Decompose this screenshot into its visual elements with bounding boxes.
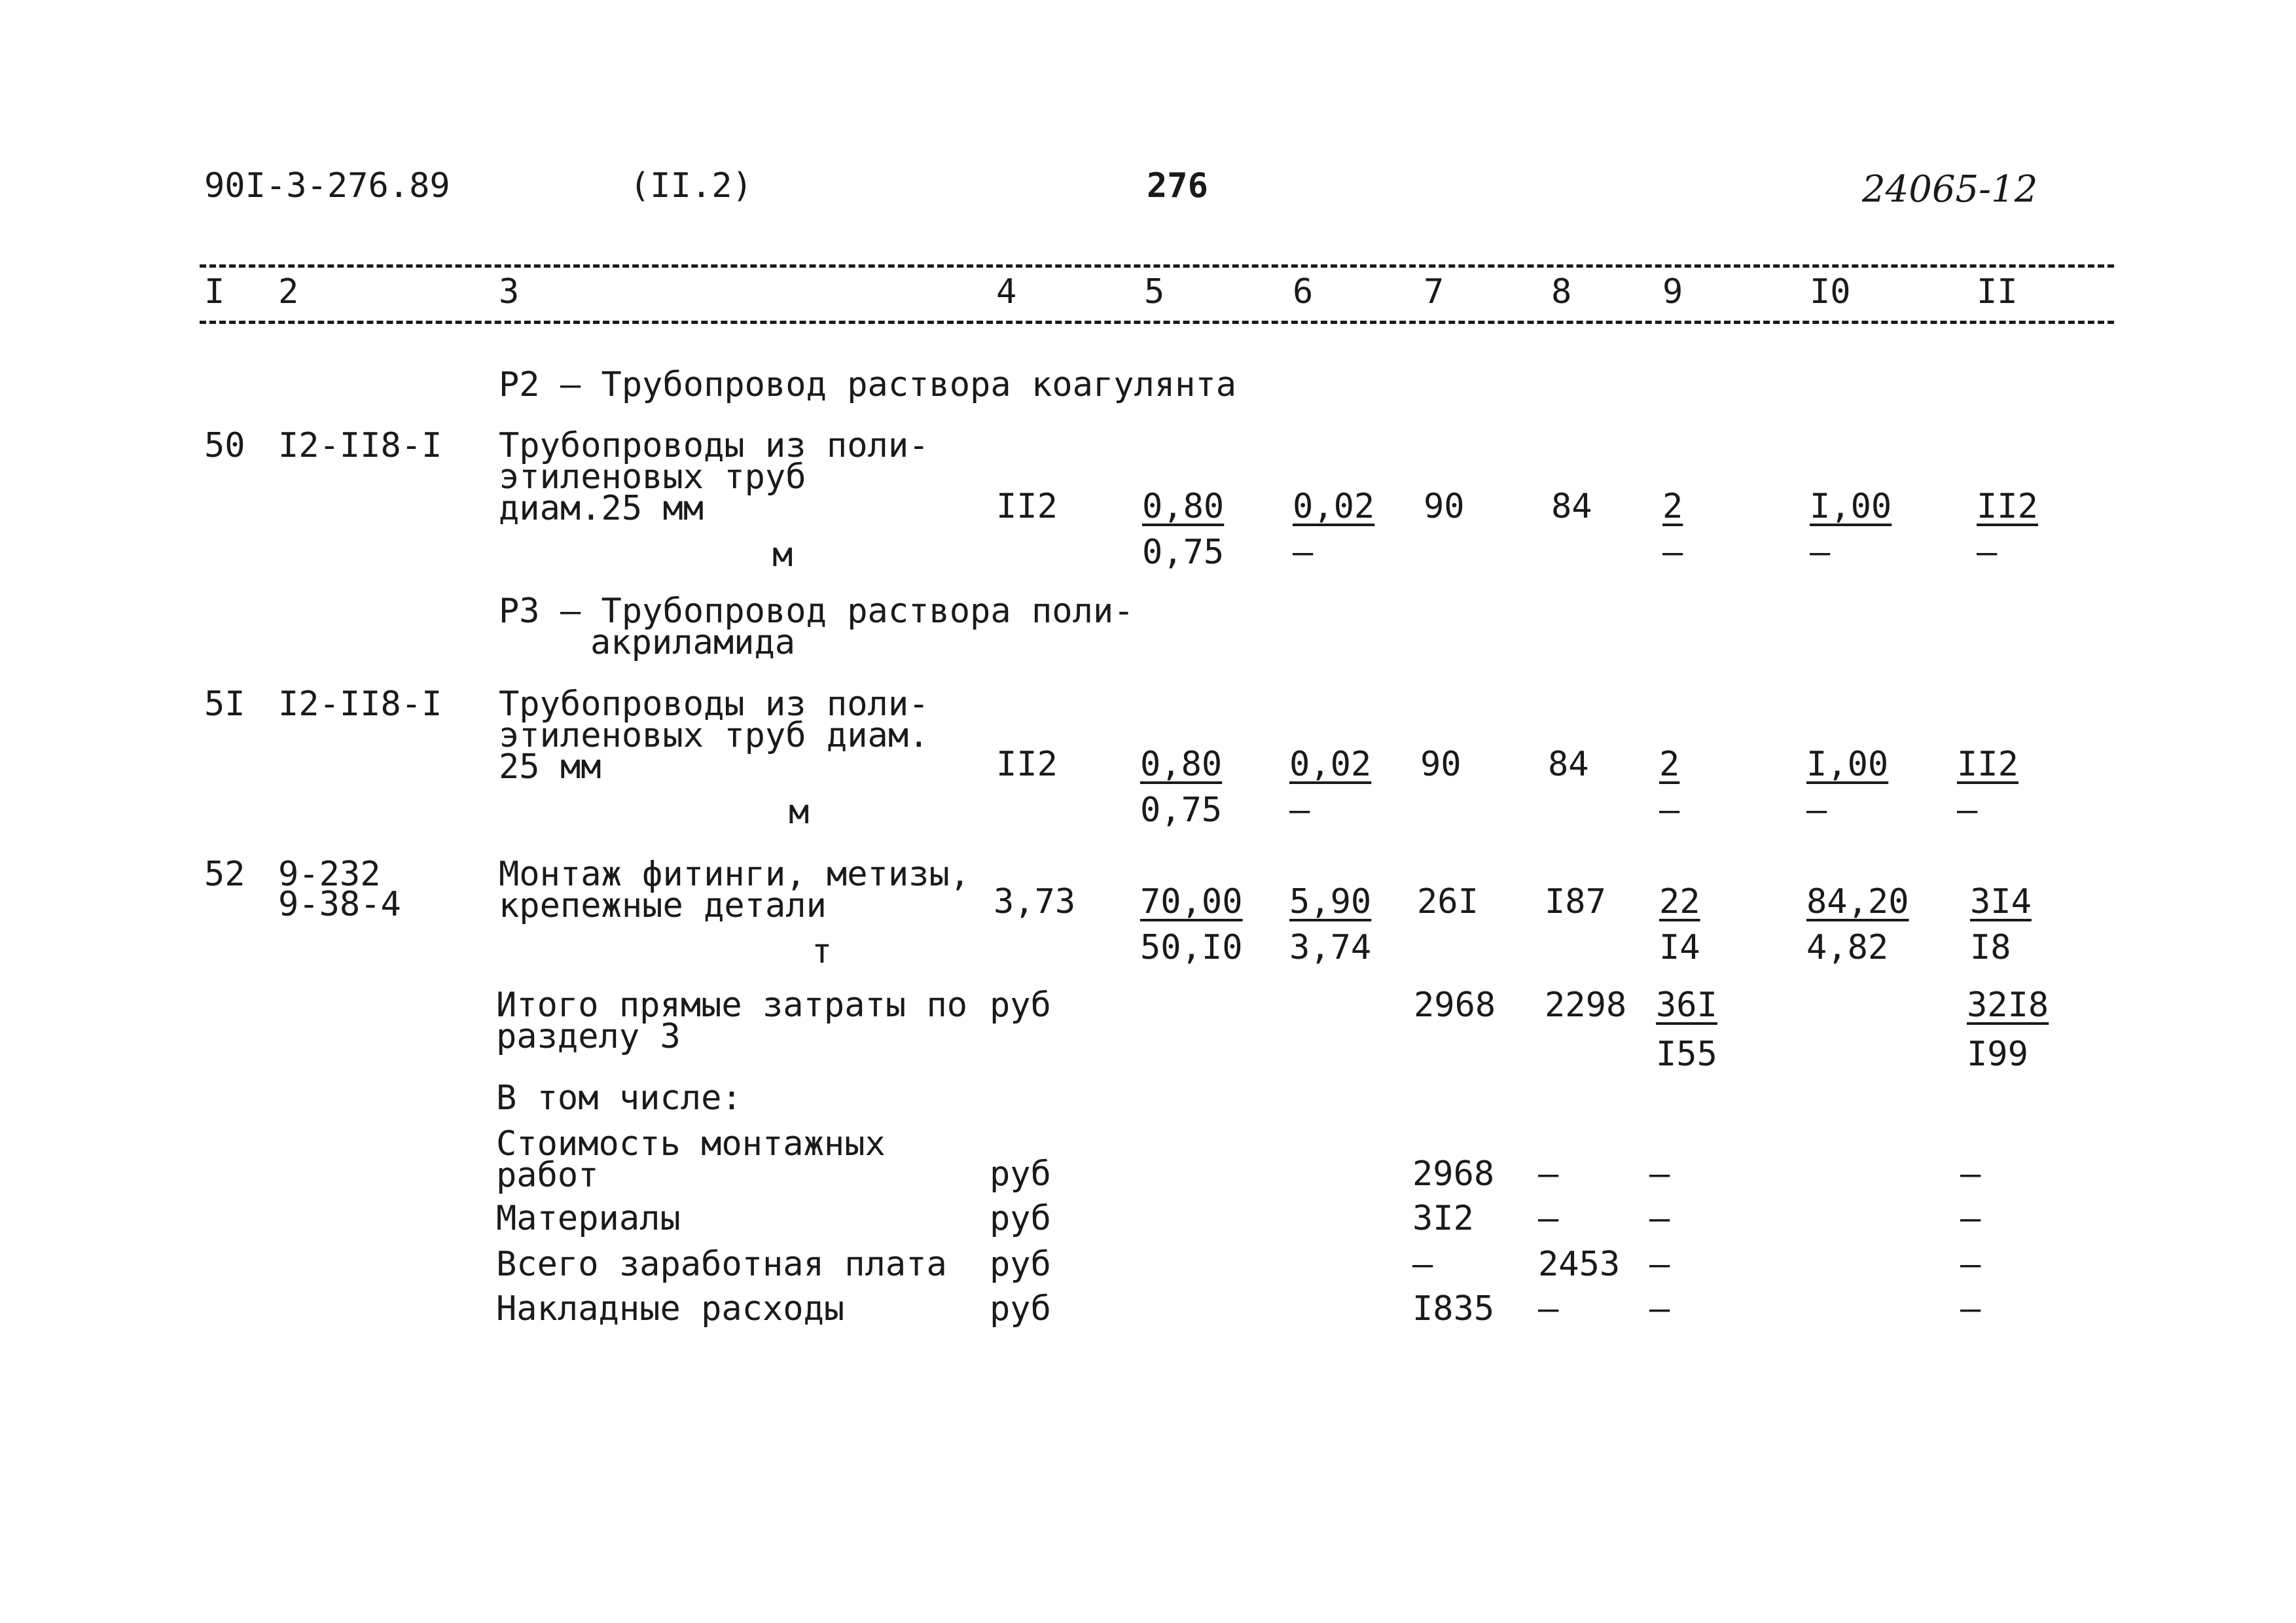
row-50-col11-top: II2 [1977,487,2038,526]
row-52-col9-bottom: I4 [1659,928,1700,967]
row-50-col9-top: 2 [1662,487,1683,526]
header-top-rule [200,264,2114,268]
breakdown-materials-desc: Материалы [496,1199,681,1238]
breakdown-materials-col7: 3I2 [1412,1199,1474,1238]
page-number: 276 [1147,166,1208,205]
row-50-col10-bottom: – [1810,533,1831,572]
row-50-col7: 90 [1424,487,1465,526]
row-52-code-line1: 9-232 [278,855,381,894]
row-51-unit: м [789,793,810,832]
document-code: 90I-3-276.89 [204,166,450,205]
breakdown-wages-desc: Всего заработная плата [496,1245,947,1284]
total-col11-top: 32I8 [1967,986,2049,1025]
row-50-col6-top: 0,02 [1293,487,1375,526]
row-52-code-line2: 9-38-4 [278,885,401,924]
row-52-col8: I87 [1545,882,1606,921]
total-unit: руб [990,986,1051,1025]
col-header-1: I [204,272,225,312]
row-50-desc-line3: диам.25 мм [499,489,704,528]
breakdown-materials-unit: руб [990,1199,1051,1238]
breakdown-install-col11: – [1960,1154,1981,1194]
row-52-col5-top: 70,00 [1140,882,1243,921]
col-header-8: 8 [1551,272,1572,312]
row-50-col10-top: I,00 [1810,487,1892,526]
row-52-unit: т [812,932,833,971]
row-50-col9-bottom: – [1662,533,1683,572]
col-header-5: 5 [1144,272,1165,312]
section-title-p3-line1: Р3 – Трубопровод раствора поли- [499,592,1134,631]
row-51-desc-line1: Трубопроводы из поли- [499,685,929,724]
section-code: (II.2) [630,166,753,205]
breakdown-wages-col11: – [1960,1245,1981,1284]
breakdown-install-col7: 2968 [1412,1154,1495,1194]
row-52-col10-bottom: 4,82 [1806,928,1889,967]
row-51-col9-bottom: – [1659,791,1680,830]
row-52-col11-top: 3I4 [1970,882,2032,921]
header-bottom-rule [200,321,2114,324]
row-51-col11-top: II2 [1957,745,2018,784]
total-col9-bottom: I55 [1656,1035,1717,1074]
including-label: В том числе: [496,1079,742,1118]
handwritten-code: 24065-12 [1862,168,2038,211]
row-51-col4: II2 [996,745,1058,784]
section-title-p2: Р2 – Трубопровод раствора коагулянта [499,365,1237,404]
breakdown-install-desc-line1: Стоимость монтажных [496,1124,886,1164]
row-51-col6-bottom: – [1289,791,1310,830]
breakdown-materials-col9: – [1649,1199,1670,1238]
row-51-number: 5I [204,685,245,724]
row-51-col5-top: 0,80 [1140,745,1223,784]
total-col7: 2968 [1414,986,1496,1025]
breakdown-wages-col8: 2453 [1538,1245,1621,1284]
row-50-unit: м [772,535,793,575]
col-header-4: 4 [996,272,1017,312]
row-52-col6-top: 5,90 [1289,882,1372,921]
breakdown-overhead-desc: Накладные расходы [496,1289,845,1329]
col-header-11: II [1977,272,2018,312]
row-50-col5-top: 0,80 [1142,487,1225,526]
col-header-6: 6 [1293,272,1314,312]
row-51-col8: 84 [1548,745,1589,784]
row-51-desc-line2: этиленовых труб диам. [499,716,929,755]
total-desc-line2: разделу 3 [496,1017,681,1056]
row-50-col4: II2 [996,487,1058,526]
row-52-col10-top: 84,20 [1806,882,1909,921]
breakdown-overhead-col7: I835 [1412,1289,1495,1329]
col-header-7: 7 [1424,272,1444,312]
row-51-col7: 90 [1420,745,1462,784]
breakdown-install-col8: – [1538,1154,1559,1194]
total-col9-top: 36I [1656,986,1717,1025]
row-50-code: I2-II8-I [278,426,442,465]
total-col8: 2298 [1545,986,1627,1025]
row-50-desc-line1: Трубопроводы из поли- [499,426,929,465]
breakdown-overhead-col11: – [1960,1289,1981,1329]
row-51-col5-bottom: 0,75 [1140,791,1223,830]
row-50-col6-bottom: – [1293,533,1314,572]
row-52-number: 52 [204,855,245,894]
row-52-col6-bottom: 3,74 [1289,928,1372,967]
row-52-desc-line2: крепежные детали [499,886,827,925]
row-51-code: I2-II8-I [278,685,442,724]
row-52-col4: 3,73 [994,882,1076,921]
col-header-10: I0 [1810,272,1851,312]
row-52-desc-line1: Монтаж фитинги, метизы, [499,855,971,894]
row-50-col11-bottom: – [1977,533,1998,572]
col-header-2: 2 [278,272,299,312]
row-51-col6-top: 0,02 [1289,745,1372,784]
breakdown-materials-col8: – [1538,1199,1559,1238]
row-50-col8: 84 [1551,487,1592,526]
section-title-p3-line2: акриламида [590,623,796,662]
breakdown-wages-col7: – [1412,1245,1433,1284]
row-51-col10-top: I,00 [1806,745,1889,784]
breakdown-install-col9: – [1649,1154,1670,1194]
breakdown-wages-col9: – [1649,1245,1670,1284]
row-51-col10-bottom: – [1806,791,1827,830]
breakdown-overhead-unit: руб [990,1289,1051,1329]
row-52-col9-top: 22 [1659,882,1700,921]
row-50-number: 50 [204,426,245,465]
total-desc-line1: Итого прямые затраты по [496,986,968,1025]
breakdown-install-unit: руб [990,1154,1051,1194]
total-col11-bottom: I99 [1967,1035,2028,1074]
row-50-col5-bottom: 0,75 [1142,533,1225,572]
breakdown-overhead-col9: – [1649,1289,1670,1329]
row-50-desc-line2: этиленовых труб [499,457,806,497]
breakdown-install-desc-line2: работ [496,1156,599,1195]
row-51-desc-line3: 25 мм [499,747,601,787]
col-header-3: 3 [499,272,520,312]
breakdown-overhead-col8: – [1538,1289,1559,1329]
row-52-col11-bottom: I8 [1970,928,2011,967]
row-52-col7: 26I [1417,882,1479,921]
row-51-col11-bottom: – [1957,791,1978,830]
row-52-col5-bottom: 50,I0 [1140,928,1243,967]
breakdown-materials-col11: – [1960,1199,1981,1238]
col-header-9: 9 [1662,272,1683,312]
row-51-col9-top: 2 [1659,745,1680,784]
breakdown-wages-unit: руб [990,1245,1051,1284]
